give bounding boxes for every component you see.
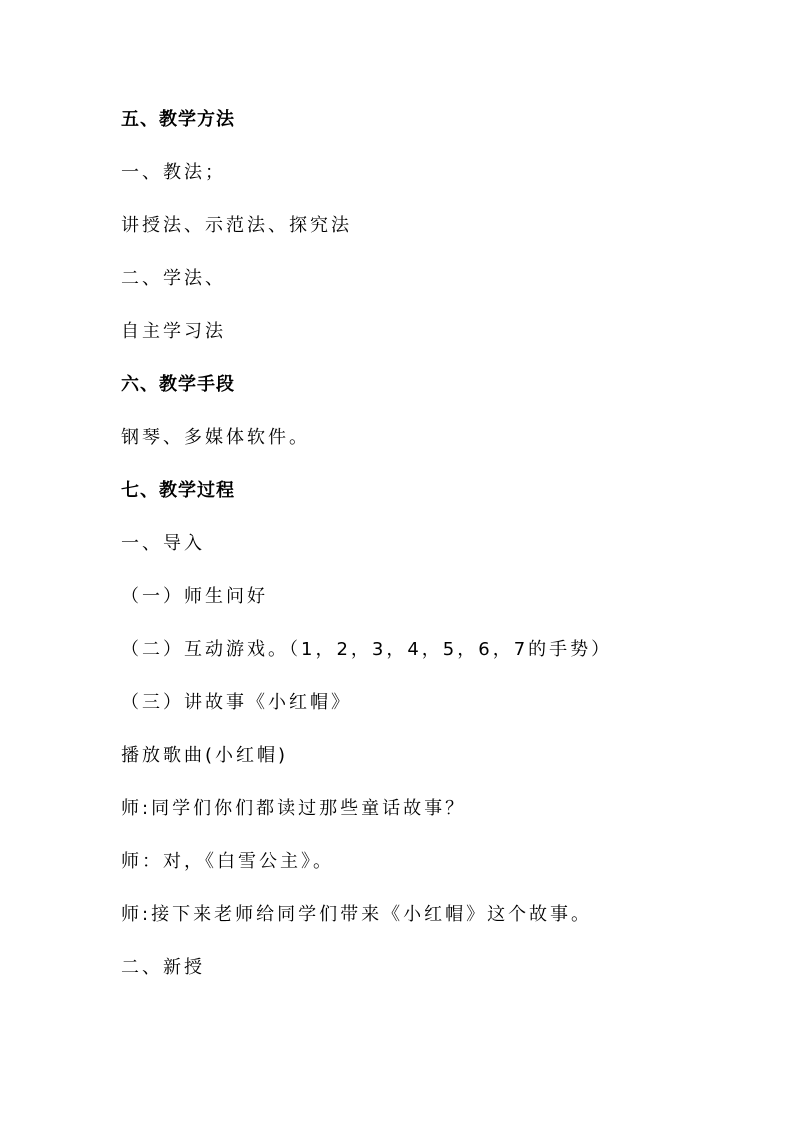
section-heading-teaching-means: 六、教学手段 [121, 374, 235, 395]
dialogue-teacher-question: 师:同学们你们都读过那些童话故事？ [121, 798, 467, 819]
document-content [121, 104, 761, 1005]
list-item-greeting: （一）师生问好 [121, 586, 268, 607]
section-heading-teaching-process: 七、教学过程 [121, 480, 235, 501]
subheading-teaching-method: 一、教法； [121, 162, 226, 183]
dialogue-teacher-answer: 师：对，《白雪公主》。 [121, 851, 334, 872]
paragraph-teaching-method-list: 讲授法、示范法、探究法 [121, 215, 352, 236]
section-heading-teaching-methods: 五、教学方法 [121, 109, 235, 130]
paragraph-teaching-means: 钢琴、多媒体软件。 [121, 427, 310, 448]
paragraph-learning-method: 自主学习法 [121, 321, 226, 342]
dialogue-teacher-story: 师:接下来老师给同学们带来《小红帽》这个故事。 [121, 904, 593, 925]
list-item-story: （三）讲故事《小红帽》 [121, 692, 352, 713]
paragraph-play-song: 播放歌曲(小红帽) [121, 745, 289, 766]
list-item-interactive-game: （二）互动游戏。（1，2，3，4，5，6，7的手势） [121, 639, 613, 660]
subheading-introduction: 一、导入 [121, 533, 205, 554]
subheading-new-lesson: 二、新授 [121, 957, 205, 978]
subheading-learning-method: 二、学法、 [121, 268, 226, 289]
